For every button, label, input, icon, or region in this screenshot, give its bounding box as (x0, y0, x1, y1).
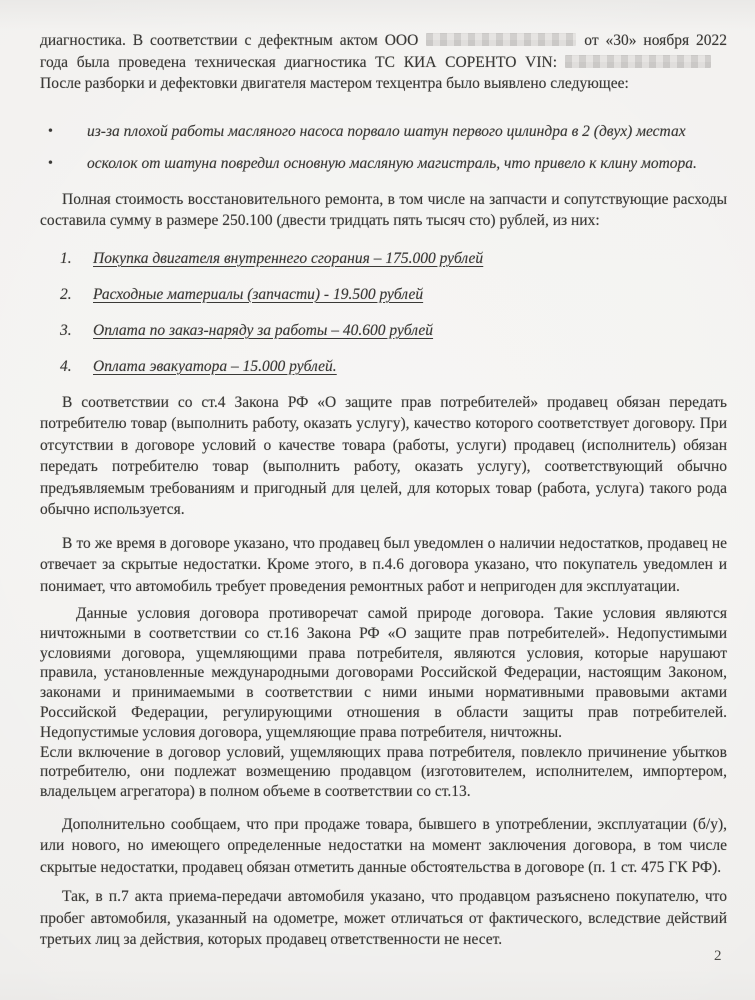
paragraph-cost-summary: Полная стоимость восстановительного ремонта, в том числе на запчасти и сопутствующие расходы составила сумму в размере 250.100 (двести тридцать пять тысяч сто) рублей, из них: (40, 190, 727, 229)
paragraph-void-terms: Данные условия договора противоречат самой природе договора. Такие условия являются ничтожными в соответствии со ст.16 Закона РФ «О защите прав потребителей». Недопустимыми условиями договора, ущемляющими права потребителя, являются условия, которые нарушают правила, установленные международными договорами Российской Федерации, настоящим Законом, законами и принимаемыми в соответствии с ними иными нормативными правовыми актами Российской Федерации, регулирующими отношения в области защиты прав потребителей. Недопустимые условия договора, ущемляющие права потребителя, ничтожны. (40, 605, 727, 741)
cost-item-text: Оплата эвакуатора – 15.000 рублей. (93, 357, 337, 375)
list-item (40, 356, 727, 378)
list-item (40, 153, 727, 175)
paragraph-odometer: Так, в п.7 акта приема-передачи автомобиля указано, что продавцом разъяснено покупателю, что пробег автомобиля, указанный на одометре, может отличаться от фактического, вследствие действий третьих лиц за действия, которых продавец ответственности не несет. (40, 888, 727, 949)
list-item-number: 1. (60, 249, 72, 267)
intro-text-before-vin: от «30» ноября 2022 года была проведена техническая диагностика ТС КИА СОРЕНТО VIN: (40, 32, 728, 71)
list-item-number: 2. (60, 285, 72, 303)
cost-item-text: Покупка двигателя внутреннего сгорания – 175.000 рублей (93, 249, 484, 267)
defect-item-text: осколок от шатуна повредил основную масляную магистраль, что привело к клину мотора. (87, 155, 697, 172)
bullet-icon: • (48, 123, 53, 139)
cost-numbered-list (40, 248, 727, 378)
cost-item-text: Расходные материалы (запчасти) - 19.500 рублей (93, 285, 424, 303)
intro-text-after-vin: После разборки и дефектовки двигателя мастером техцентра было выявлено следующее: (40, 75, 629, 92)
redaction-company-name (426, 33, 576, 46)
page-number: 2 (714, 948, 722, 964)
list-item (40, 248, 727, 270)
paragraph-contract-terms: В то же время в договоре указано, что продавец был уведомлен о наличии недостатков, продавец не отвечает за скрытые недостатки. Кроме этого, в п.4.6 договора указано, что покупатель уведомлен и понимает, что автомобиль требует проведения ремонтных работ и непригоден для эксплуатации. (40, 534, 727, 595)
paragraph-used-goods: Дополнительно сообщаем, что при продаже товара, бывшего в употреблении, эксплуатации (б/у), или нового, но имеющего определенные недостатки на момент заключения договора, в том числе скрытые недостатки, продавец обязан отметить данные обстоятельства в договоре (п. 1 ст. 475 ГК РФ). (40, 815, 727, 876)
defect-bullet-list (40, 121, 727, 175)
list-item-number: 3. (60, 321, 72, 339)
bullet-icon: • (48, 156, 53, 171)
cost-item-text: Оплата по заказ-наряду за работы – 40.600 рублей (93, 321, 434, 339)
defect-item-text: из-за плохой работы масляного насоса порвало шатун первого цилиндра в 2 (двух) местах (87, 122, 686, 140)
intro-text-before-company: диагностика. В соответствии с дефектным актом ООО (40, 32, 419, 49)
redaction-vin-number (565, 55, 711, 68)
list-item (40, 320, 727, 342)
list-item-number: 4. (60, 357, 72, 375)
paragraph-law-article4: В соответствии со ст.4 Закона РФ «О защите прав потребителей» продавец обязан передать потребителю товар (выполнить работу, оказать услугу), качество которого соответствует договору. При отсутствии в договоре условий о качестве товара (работы, услуги) продавец (исполнитель) обязан передать потребителю товар (выполнить работу, оказать услугу), соответствующий обычно предъявляемым требованиям и пригодный для целей, для которых товар (работа, услуга) такого рода обычно используется. (40, 393, 727, 518)
list-item (40, 121, 727, 143)
paragraph-damages-compensation: Если включение в договор условий, ущемляющих права потребителя, повлекло причинение убытков потребителю, они подлежат возмещению продавцом (изготовителем, исполнителем, импортером, владельцем агрегатора) в полном объеме в соответствии со ст.13. (40, 743, 727, 801)
paragraph-intro (40, 30, 727, 95)
list-item (40, 284, 727, 306)
